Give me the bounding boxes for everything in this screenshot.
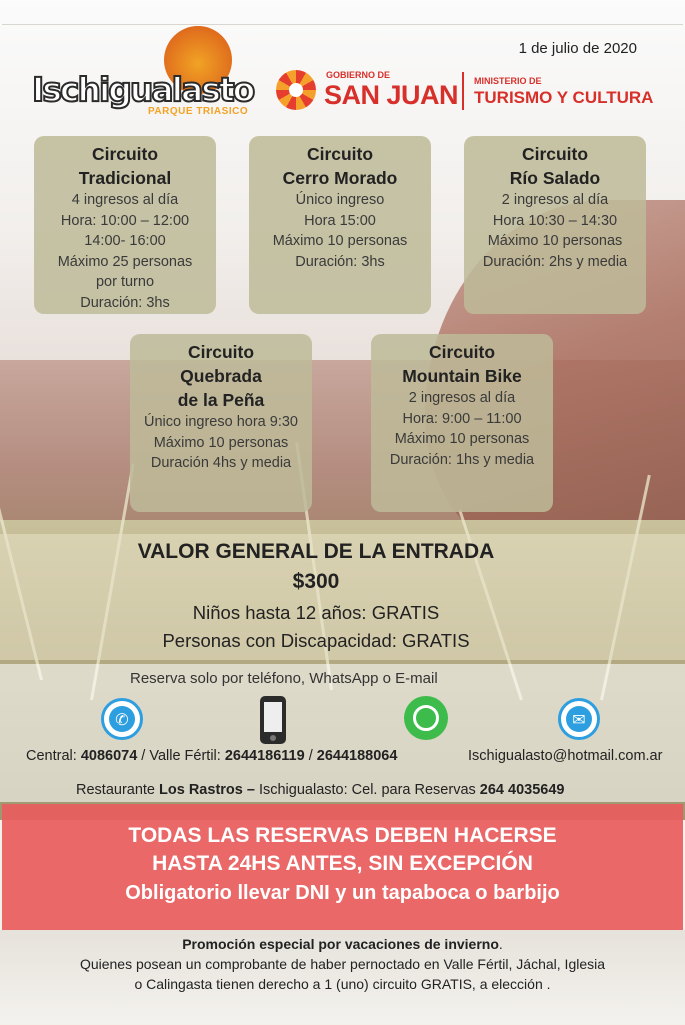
restaurant-phone[interactable]: 264 4035649 <box>479 782 565 798</box>
price-heading: VALOR GENERAL DE LA ENTRADA <box>137 540 495 563</box>
reservation-warning-banner: TODAS LAS RESERVAS DEBEN HACERSE HASTA 24HS ANTES, SIN EXCEPCIÓN Obligatorio llevar DNI y un tapaboca o barbijo <box>2 804 683 930</box>
central-number[interactable]: 4086074 <box>80 748 138 764</box>
kids-free-note: Niños hasta 12 años: GRATIS <box>192 602 440 623</box>
contact-section <box>0 664 685 802</box>
phone-numbers: Central: 4086074 / Valle Fértil: 2644186119 / 2644188064 <box>26 748 398 764</box>
promo-heading: Promoción especial por vacaciones de invierno <box>182 936 499 952</box>
whatsapp-number[interactable]: 2644188064 <box>316 748 398 764</box>
mobile-icon <box>260 696 286 744</box>
gobierno-san-juan-logo: GOBIERNO DE SAN JUAN MINISTERIO DE TURISMO Y CULTURA <box>276 68 656 116</box>
sun-emblem-icon <box>276 70 316 110</box>
email-icon: ✉ <box>558 698 600 740</box>
whatsapp-icon <box>404 696 448 740</box>
email-address[interactable]: Ischigualasto@hotmail.com.ar <box>468 748 663 764</box>
circuit-card-mountain-bike: Circuito Mountain Bike 2 ingresos al día Hora: 9:00 – 11:00 Máximo 10 personas Duración: 1hs y media <box>371 334 553 512</box>
disability-free-note: Personas con Discapacidad: GRATIS <box>162 630 470 651</box>
circuit-card-quebrada-de-la-pena: Circuito Quebrada de la Peña Único ingreso hora 9:30 Máximo 10 personas Duración 4hs y media <box>130 334 312 512</box>
circuit-card-rio-salado: Circuito Río Salado 2 ingresos al día Hora 10:30 – 14:30 Máximo 10 personas Duración: 2hs y media <box>464 136 646 314</box>
reservation-note: Reserva solo por teléfono, WhatsApp o E-mail <box>130 670 438 687</box>
ischigualasto-logo: Ischigualasto PARQUE TRIASICO <box>32 26 254 122</box>
phone-icon: ✆ <box>101 698 143 740</box>
circuit-card-tradicional: Circuito Tradicional 4 ingresos al día Hora: 10:00 – 12:00 14:00- 16:00 Máximo 25 personas por turno Duración: 3hs <box>34 136 216 314</box>
circuit-card-cerro-morado: Circuito Cerro Morado Único ingreso Hora 15:00 Máximo 10 personas Duración: 3hs <box>249 136 431 314</box>
valle-fertil-number[interactable]: 2644186119 <box>224 748 305 764</box>
date: 1 de julio de 2020 <box>518 40 637 57</box>
restaurant-line: Restaurante Los Rastros – Ischigualasto: Cel. para Reservas 264 4035649 <box>76 782 565 798</box>
winter-promo: Promoción especial por vacaciones de invierno. Quienes posean un comprobante de haber pernoctado en Valle Fértil, Jáchal, Iglesia o Calingasta tienen derecho a 1 (uno) circuito GRATIS, a elección . <box>79 936 606 992</box>
price-amount: $300 <box>292 570 340 593</box>
price-section <box>0 534 685 660</box>
